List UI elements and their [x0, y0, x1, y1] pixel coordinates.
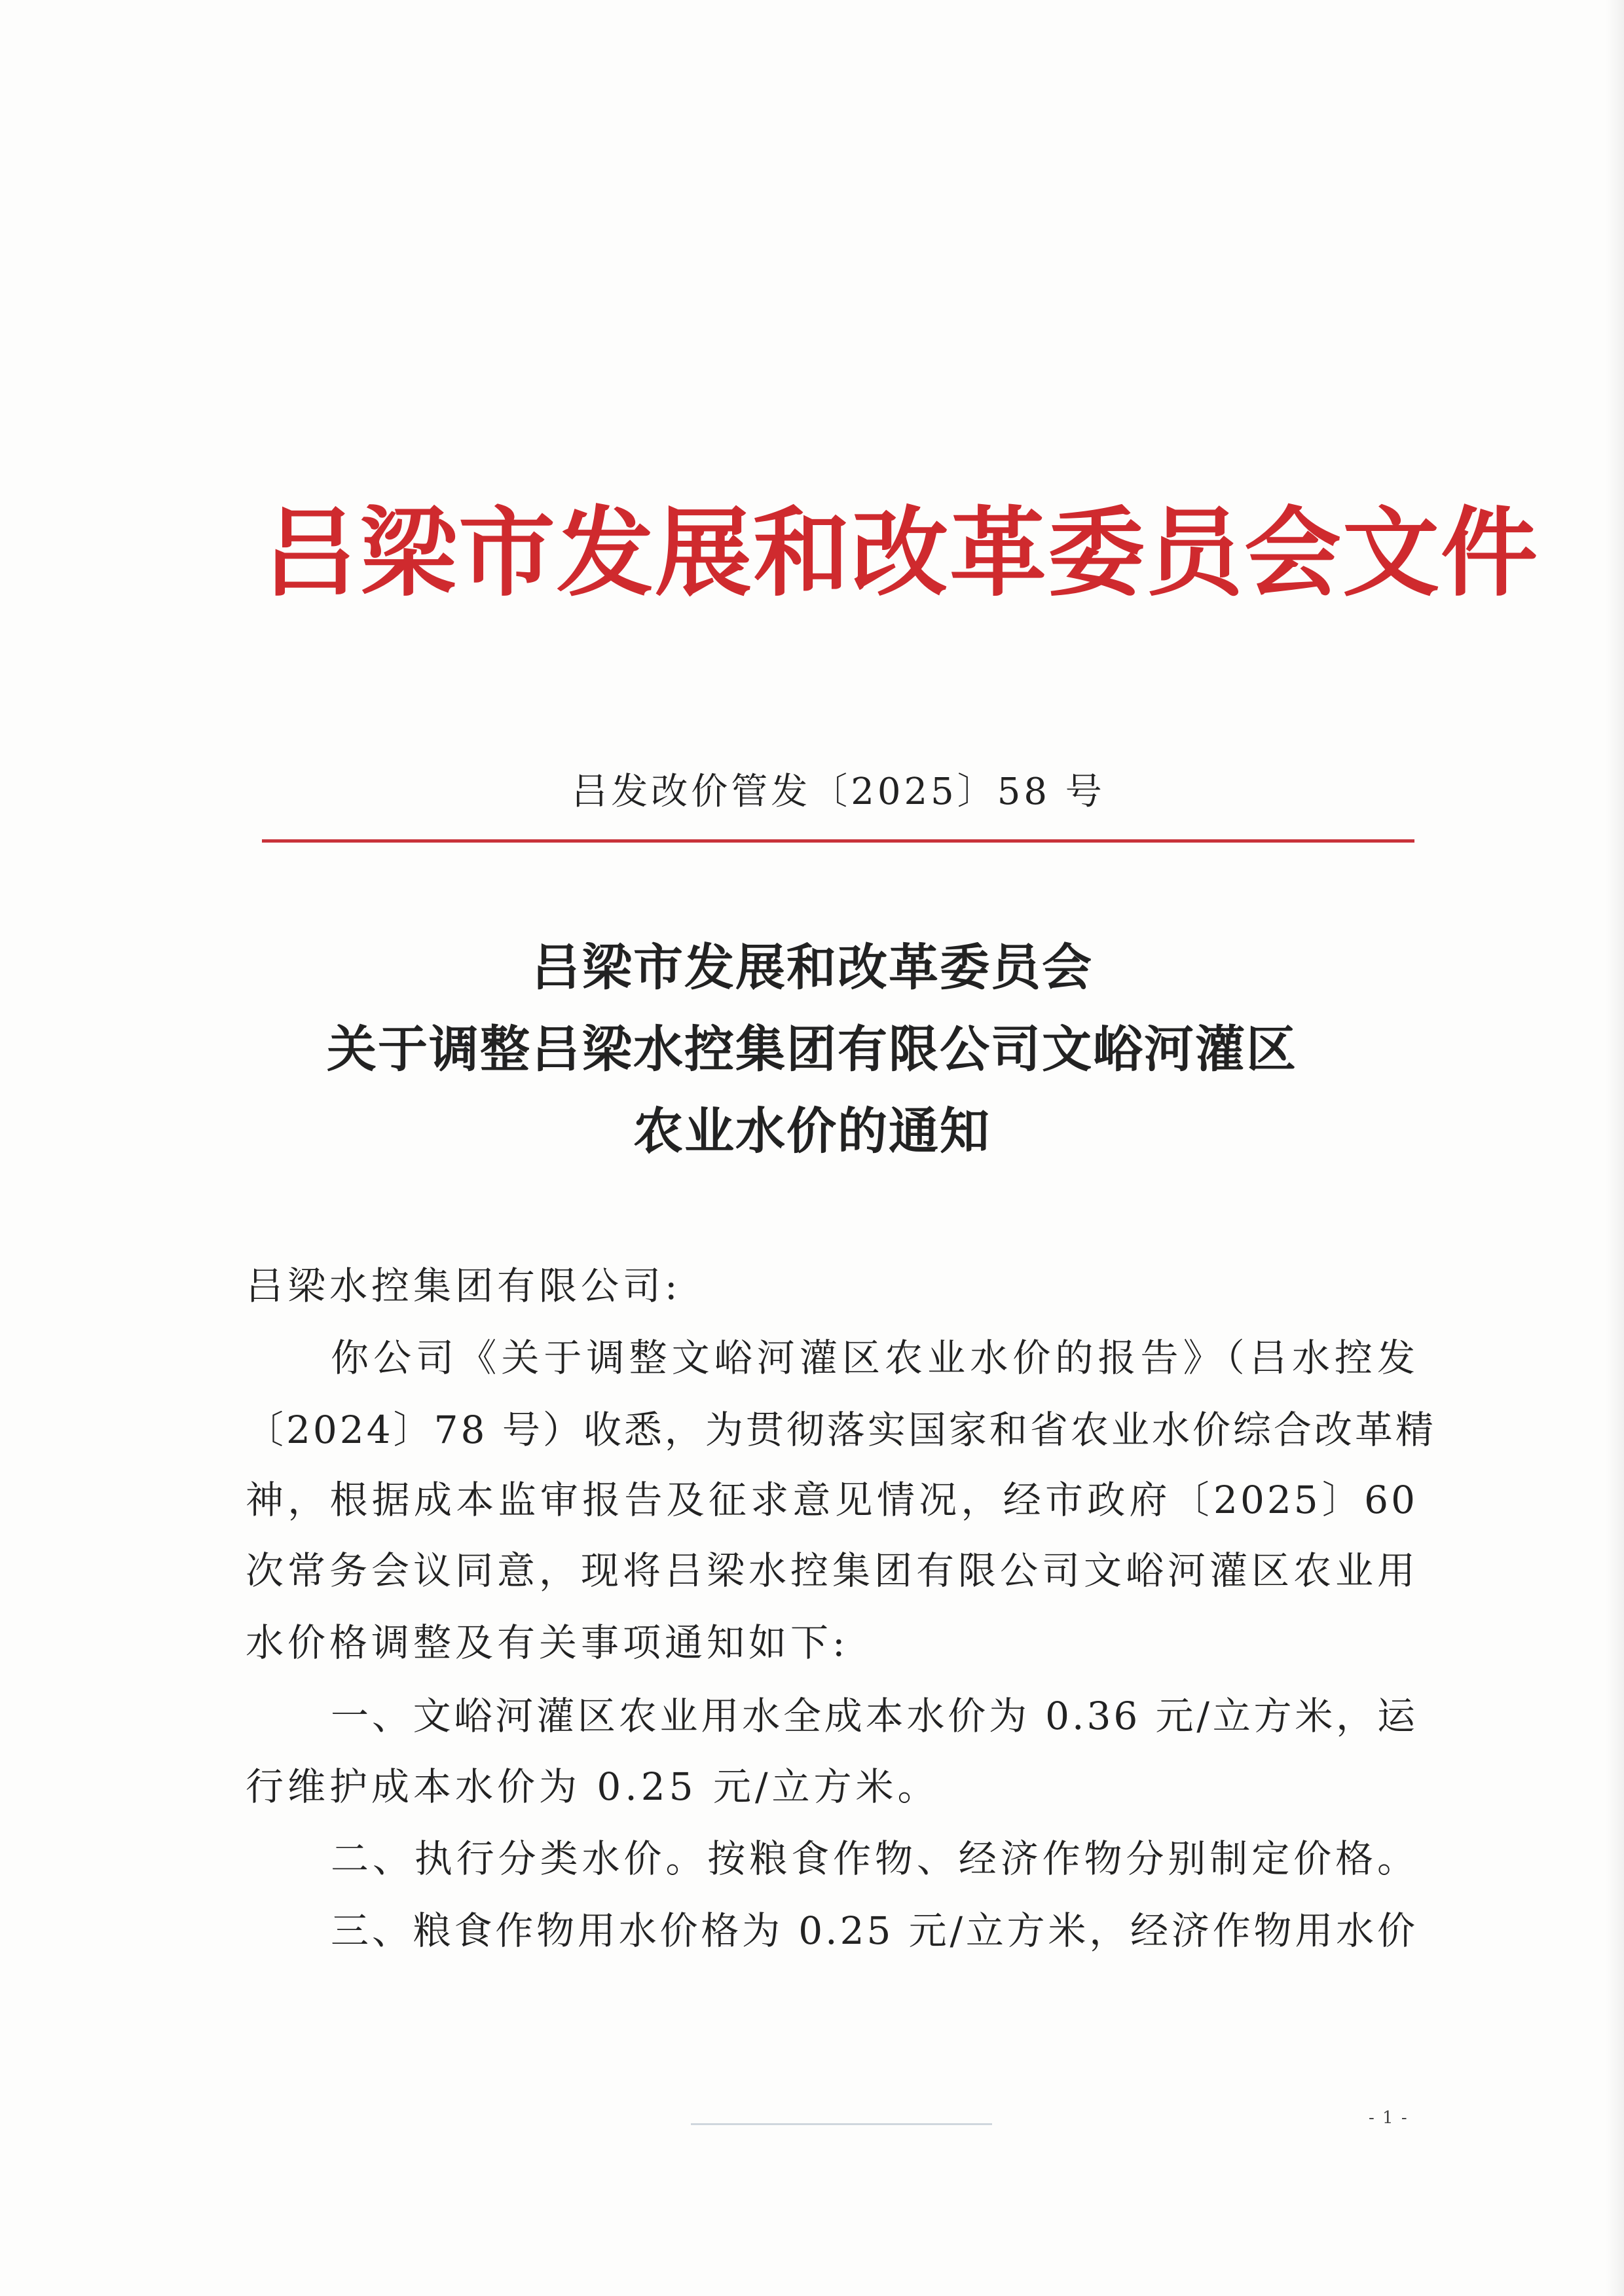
- body-line: 你公司《关于调整文峪河灌区农业水价的报告》（吕水控发: [331, 1336, 1418, 1380]
- footer-divider: [691, 2123, 992, 2125]
- masthead-title: 吕梁市发展和改革委员会文件: [262, 496, 1539, 610]
- body-line: 行维护成本水价为 0.25 元/立方米。: [246, 1764, 940, 1809]
- document-title-line-1: 吕梁市发展和改革委员会: [531, 938, 1093, 996]
- addressee: 吕梁水控集团有限公司:: [246, 1264, 682, 1308]
- page-number: - 1 -: [1369, 2108, 1409, 2128]
- document-number: 吕发改价管发〔2025〕58 号: [571, 771, 1105, 813]
- body-line: 〔2024〕78 号）收悉，为贯彻落实国家和省农业水价综合改革精: [246, 1408, 1436, 1452]
- red-separator-line: [262, 839, 1414, 843]
- scan-shadow-edge: [1606, 0, 1624, 2296]
- body-line: 神，根据成本监审报告及征求意见情况，经市政府〔2025〕60: [246, 1478, 1418, 1522]
- document-title-line-2: 关于调整吕梁水控集团有限公司文峪河灌区: [327, 1020, 1297, 1078]
- document-title-line-3: 农业水价的通知: [633, 1102, 991, 1160]
- body-line: 次常务会议同意，现将吕梁水控集团有限公司文峪河灌区农业用: [246, 1548, 1418, 1593]
- body-line: 三、粮食作物用水价格为 0.25 元/立方米，经济作物用水价: [331, 1908, 1418, 1953]
- body-line: 水价格调整及有关事项通知如下:: [246, 1620, 849, 1665]
- body-line: 二、执行分类水价。按粮食作物、经济作物分别制定价格。: [331, 1836, 1418, 1881]
- body-line: 一、文峪河灌区农业用水全成本水价为 0.36 元/立方米，运: [331, 1694, 1418, 1738]
